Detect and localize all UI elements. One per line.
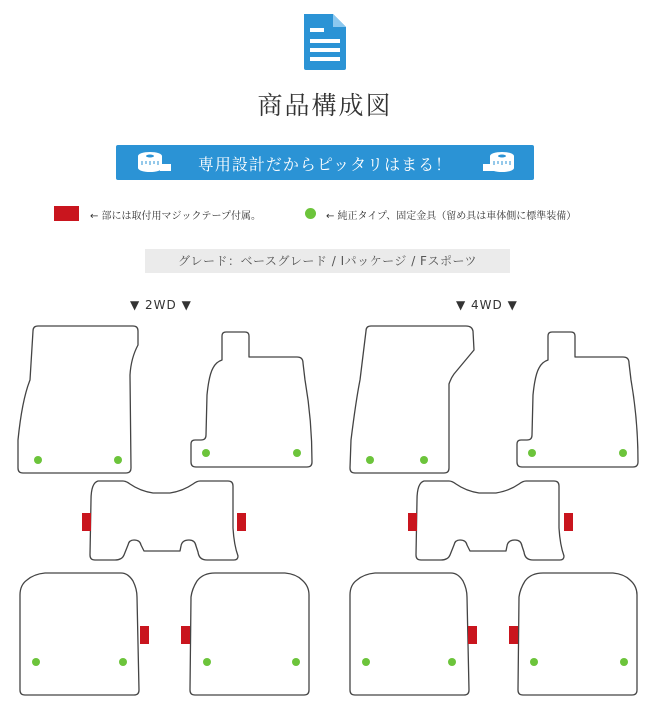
- mat-4wd-rear-right: [518, 573, 637, 695]
- fixing-clip: [448, 658, 456, 666]
- fixing-clip: [34, 456, 42, 464]
- legend-clip-text: ← 純正タイプ、固定金具（留め具は車体側に標準装備）: [326, 211, 577, 222]
- mat-4wd-passenger: [517, 332, 638, 467]
- fixing-clip: [619, 449, 627, 457]
- mat-2wd-rear-left: [20, 573, 139, 695]
- page-title: 商品構成図: [257, 91, 393, 120]
- velcro-tab: [468, 626, 477, 644]
- section-label-4wd: ▼ 4WD ▼: [456, 298, 518, 312]
- mat-2wd-passenger: [191, 332, 312, 467]
- fixing-clip: [202, 449, 210, 457]
- grade-bar: グレード：ベースグレード / Iパッケージ / Fスポーツ: [145, 249, 510, 273]
- fixing-clip: [203, 658, 211, 666]
- velcro-tab: [564, 513, 573, 531]
- velcro-tab: [181, 626, 190, 644]
- velcro-tab: [237, 513, 246, 531]
- fixing-clip: [114, 456, 122, 464]
- velcro-tab: [509, 626, 518, 644]
- fixing-clip: [530, 658, 538, 666]
- legend-velcro-text: ← 部には取付用マジックテープ付属。: [90, 211, 262, 222]
- velcro-tab: [140, 626, 149, 644]
- mat-2wd-driver: [18, 326, 138, 473]
- fixing-clip: [119, 658, 127, 666]
- fixing-clip: [420, 456, 428, 464]
- mat-4wd-rear-center: [416, 481, 564, 560]
- fixing-clip: [293, 449, 301, 457]
- fixing-clip: [528, 449, 536, 457]
- fixing-clip: [620, 658, 628, 666]
- fixing-clip: [32, 658, 40, 666]
- banner-text: 専用設計だからピッタリはまる！: [197, 155, 453, 174]
- velcro-tab: [408, 513, 417, 531]
- mat-4wd-rear-left: [350, 573, 469, 695]
- fixing-clip: [292, 658, 300, 666]
- section-label-2wd: ▼ 2WD ▼: [130, 298, 192, 312]
- velcro-tab: [82, 513, 91, 531]
- mat-2wd-rear-center: [90, 481, 238, 560]
- mat-2wd-rear-right: [190, 573, 309, 695]
- fixing-clip: [366, 456, 374, 464]
- fixing-clip: [362, 658, 370, 666]
- mat-4wd-driver: [350, 326, 474, 473]
